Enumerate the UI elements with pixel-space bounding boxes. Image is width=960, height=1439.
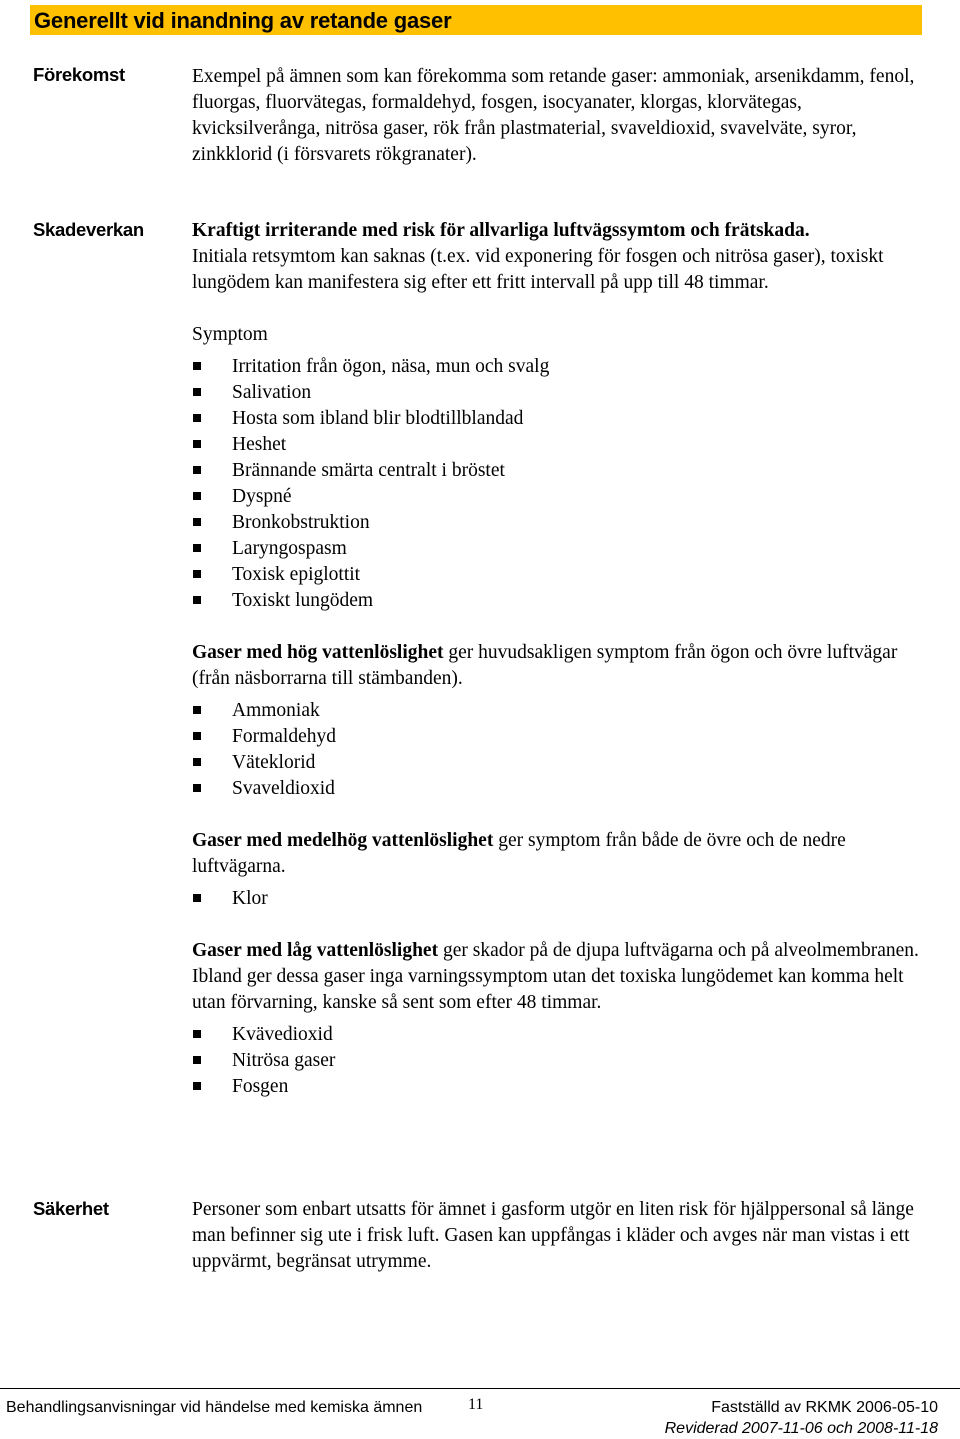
bullet-icon	[193, 362, 201, 370]
list-item: Irritation från ögon, näsa, mun och svalg	[192, 354, 927, 380]
medium-solubility-list	[192, 886, 927, 912]
bullet-icon	[193, 706, 201, 714]
bullet-icon	[193, 492, 201, 500]
bullet-icon	[193, 784, 201, 792]
page-number: 11	[468, 1396, 484, 1413]
list-item: Toxisk epiglottit	[192, 562, 927, 588]
medium-solubility-paragraph	[192, 828, 927, 880]
medium-solubility-text: ger symptom från både de övre och de nedre luftvägarna.	[192, 830, 846, 877]
low-solubility-list	[192, 1022, 927, 1100]
low-solubility-text: ger skador på de djupa luftvägarna och på alveolmembranen. Ibland ger dessa gaser inga varningssymptom utan det toxiska lungödemet kan komma helt utan förvarning, kanske så sent som efter 48 timmar.	[192, 940, 919, 1013]
high-solubility-bold: Gaser med hög vattenlöslighet	[192, 642, 444, 663]
symptom-heading: Symptom	[192, 324, 268, 345]
bullet-icon	[193, 732, 201, 740]
low-solubility-bold: Gaser med låg vattenlöslighet	[192, 940, 439, 961]
list-item: Hosta som ibland blir blodtillblandad	[192, 406, 927, 432]
list-item: Formaldehyd	[192, 724, 927, 750]
section-label-sakerhet: Säkerhet	[33, 1198, 109, 1219]
list-item: Ammoniak	[192, 698, 927, 724]
high-solubility-paragraph	[192, 640, 927, 692]
list-item: Fosgen	[192, 1074, 927, 1100]
skadeverkan-lead-text: Initiala retsymtom kan saknas (t.ex. vid exponering för fosgen och nitrösa gaser), toxiskt lungödem kan manifestera sig efter ett fritt intervall på upp till 48 timmar.	[192, 246, 884, 293]
low-solubility-paragraph	[192, 938, 927, 1016]
list-item: Salivation	[192, 380, 927, 406]
symptom-list	[192, 354, 927, 614]
list-item: Laryngospasm	[192, 536, 927, 562]
list-item: Klor	[192, 886, 927, 912]
list-item: Heshet	[192, 432, 927, 458]
page-title: Generellt vid inandning av retande gaser	[34, 8, 452, 33]
bullet-icon	[193, 596, 201, 604]
medium-solubility-bold: Gaser med medelhög vattenlöslighet	[192, 830, 494, 851]
bullet-icon	[193, 544, 201, 552]
bullet-icon	[193, 414, 201, 422]
high-solubility-text: ger huvudsakligen symptom från ögon och övre luftvägar (från näsborrarna till stämbanden).	[192, 642, 898, 689]
bullet-icon	[193, 466, 201, 474]
footer-dates	[665, 1397, 938, 1439]
skadeverkan-lead	[192, 218, 927, 296]
skadeverkan-lead-bold: Kraftigt irriterande med risk för allvarliga luftvägssymtom och frätskada.	[192, 220, 810, 241]
list-item: Svaveldioxid	[192, 776, 927, 802]
bullet-icon	[193, 570, 201, 578]
section-label-forekomst: Förekomst	[33, 64, 125, 85]
title-bar	[30, 5, 922, 35]
forekomst-text: Exempel på ämnen som kan förekomma som retande gaser: ammoniak, arsenikdamm, fenol, fluorgas, fluorvätegas, formaldehyd, fosgen, isocyanater, klorgas, klorvätegas, kvicksilverånga, nitrösa gaser, rök från plastmaterial, svaveldioxid, svavelväte, syror, zinkklorid (i försvarets rökgranater).	[192, 66, 915, 165]
list-item: Väteklorid	[192, 750, 927, 776]
list-item: Brännande smärta centralt i bröstet	[192, 458, 927, 484]
list-item: Nitrösa gaser	[192, 1048, 927, 1074]
bullet-icon	[193, 894, 201, 902]
bullet-icon	[193, 518, 201, 526]
list-item: Toxiskt lungödem	[192, 588, 927, 614]
footer-divider	[0, 1388, 960, 1389]
bullet-icon	[193, 1056, 201, 1064]
footer-revised: Reviderad 2007-11-06 och 2008-11-18	[664, 1420, 938, 1437]
section-body-forekomst	[192, 64, 922, 168]
list-item: Kvävedioxid	[192, 1022, 927, 1048]
sakerhet-text: Personer som enbart utsatts för ämnet i gasform utgör en liten risk för hjälppersonal så länge man befinner sig ute i frisk luft. Gasen kan uppfångas i kläder och avges när man vistas i ett uppvärmt, begränsat utrymme.	[192, 1199, 914, 1272]
section-body-sakerhet	[192, 1197, 917, 1275]
bullet-icon	[193, 440, 201, 448]
bullet-icon	[193, 758, 201, 766]
footer-document-title: Behandlingsanvisningar vid händelse med kemiska ämnen	[6, 1399, 423, 1416]
footer-established: Fastställd av RKMK 2006-05-10	[711, 1399, 938, 1416]
section-body-skadeverkan	[192, 218, 927, 1100]
list-item: Dyspné	[192, 484, 927, 510]
bullet-icon	[193, 388, 201, 396]
high-solubility-list	[192, 698, 927, 802]
bullet-icon	[193, 1082, 201, 1090]
bullet-icon	[193, 1030, 201, 1038]
section-label-skadeverkan: Skadeverkan	[33, 219, 144, 240]
list-item: Bronkobstruktion	[192, 510, 927, 536]
